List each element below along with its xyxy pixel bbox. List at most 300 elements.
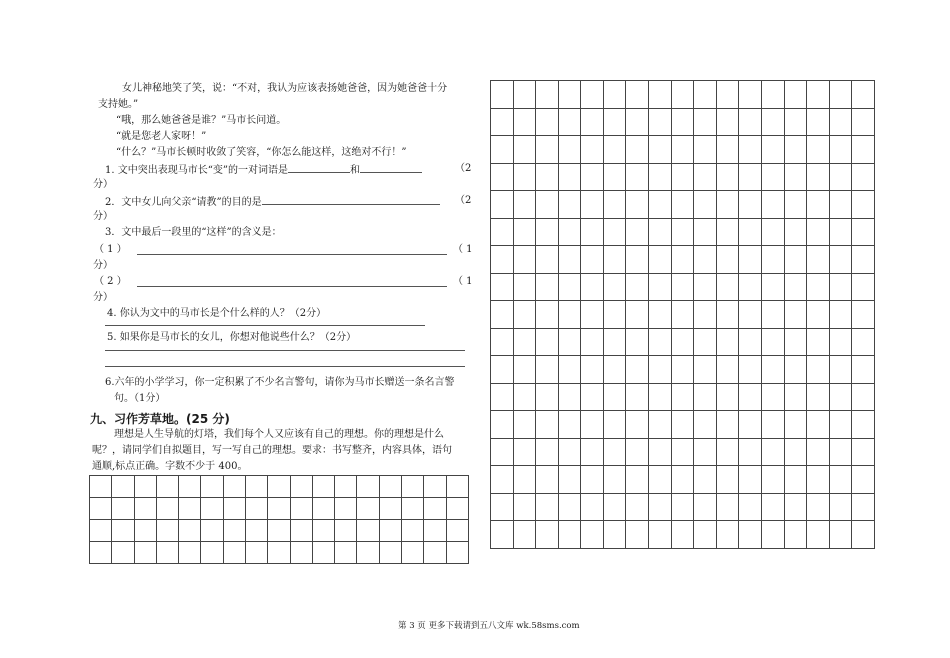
grid-cell[interactable] <box>807 411 830 439</box>
grid-cell[interactable] <box>558 246 581 274</box>
grid-cell[interactable] <box>603 163 626 191</box>
grid-cell[interactable] <box>649 411 672 439</box>
grid-cell[interactable] <box>424 498 446 520</box>
answer-blank[interactable] <box>288 162 350 173</box>
grid-cell[interactable] <box>716 273 739 301</box>
grid-cell[interactable] <box>379 498 401 520</box>
answer-line[interactable] <box>105 366 465 367</box>
grid-cell[interactable] <box>156 498 178 520</box>
grid-cell[interactable] <box>649 246 672 274</box>
grid-cell[interactable] <box>491 356 514 384</box>
grid-cell[interactable] <box>201 476 223 498</box>
grid-cell[interactable] <box>401 542 423 564</box>
grid-cell[interactable] <box>829 438 852 466</box>
grid-cell[interactable] <box>513 136 536 164</box>
grid-cell[interactable] <box>491 328 514 356</box>
grid-cell[interactable] <box>581 411 604 439</box>
grid-cell[interactable] <box>179 542 201 564</box>
grid-cell[interactable] <box>581 246 604 274</box>
grid-cell[interactable] <box>829 383 852 411</box>
grid-cell[interactable] <box>761 356 784 384</box>
grid-cell[interactable] <box>581 301 604 329</box>
grid-cell[interactable] <box>761 246 784 274</box>
grid-cell[interactable] <box>357 542 379 564</box>
grid-cell[interactable] <box>558 273 581 301</box>
grid-cell[interactable] <box>603 466 626 494</box>
grid-cell[interactable] <box>357 520 379 542</box>
grid-cell[interactable] <box>739 411 762 439</box>
grid-cell[interactable] <box>446 476 469 498</box>
grid-cell[interactable] <box>671 383 694 411</box>
grid-cell[interactable] <box>807 328 830 356</box>
grid-cell[interactable] <box>784 191 807 219</box>
grid-cell[interactable] <box>694 466 717 494</box>
grid-cell[interactable] <box>716 521 739 549</box>
grid-cell[interactable] <box>558 493 581 521</box>
grid-cell[interactable] <box>807 163 830 191</box>
grid-cell[interactable] <box>424 520 446 542</box>
grid-cell[interactable] <box>761 521 784 549</box>
grid-cell[interactable] <box>852 493 875 521</box>
grid-cell[interactable] <box>807 136 830 164</box>
grid-cell[interactable] <box>379 476 401 498</box>
grid-cell[interactable] <box>716 438 739 466</box>
grid-cell[interactable] <box>649 466 672 494</box>
grid-cell[interactable] <box>513 191 536 219</box>
grid-cell[interactable] <box>513 108 536 136</box>
grid-cell[interactable] <box>671 136 694 164</box>
grid-cell[interactable] <box>807 218 830 246</box>
grid-cell[interactable] <box>807 273 830 301</box>
grid-cell[interactable] <box>379 542 401 564</box>
grid-cell[interactable] <box>626 81 649 109</box>
grid-cell[interactable] <box>536 466 559 494</box>
grid-cell[interactable] <box>536 163 559 191</box>
grid-cell[interactable] <box>581 383 604 411</box>
grid-cell[interactable] <box>558 108 581 136</box>
grid-cell[interactable] <box>603 301 626 329</box>
grid-cell[interactable] <box>268 542 290 564</box>
grid-cell[interactable] <box>626 438 649 466</box>
grid-cell[interactable] <box>626 246 649 274</box>
grid-cell[interactable] <box>739 438 762 466</box>
grid-cell[interactable] <box>761 136 784 164</box>
grid-cell[interactable] <box>513 163 536 191</box>
grid-cell[interactable] <box>112 498 134 520</box>
grid-cell[interactable] <box>401 498 423 520</box>
grid-cell[interactable] <box>694 383 717 411</box>
grid-cell[interactable] <box>112 542 134 564</box>
answer-line[interactable] <box>137 254 447 255</box>
grid-cell[interactable] <box>626 383 649 411</box>
grid-cell[interactable] <box>603 521 626 549</box>
grid-cell[interactable] <box>558 411 581 439</box>
grid-cell[interactable] <box>671 108 694 136</box>
grid-cell[interactable] <box>201 542 223 564</box>
grid-cell[interactable] <box>603 191 626 219</box>
grid-cell[interactable] <box>513 521 536 549</box>
grid-cell[interactable] <box>784 108 807 136</box>
grid-cell[interactable] <box>581 438 604 466</box>
grid-cell[interactable] <box>223 542 245 564</box>
grid-cell[interactable] <box>558 163 581 191</box>
grid-cell[interactable] <box>649 191 672 219</box>
grid-cell[interactable] <box>513 328 536 356</box>
grid-cell[interactable] <box>716 191 739 219</box>
grid-cell[interactable] <box>558 301 581 329</box>
grid-cell[interactable] <box>90 520 112 542</box>
grid-cell[interactable] <box>513 356 536 384</box>
grid-cell[interactable] <box>829 191 852 219</box>
grid-cell[interactable] <box>513 411 536 439</box>
grid-cell[interactable] <box>739 328 762 356</box>
grid-cell[interactable] <box>245 498 267 520</box>
grid-cell[interactable] <box>424 476 446 498</box>
grid-cell[interactable] <box>829 493 852 521</box>
grid-cell[interactable] <box>807 521 830 549</box>
grid-cell[interactable] <box>513 81 536 109</box>
grid-cell[interactable] <box>784 246 807 274</box>
grid-cell[interactable] <box>401 476 423 498</box>
grid-cell[interactable] <box>761 466 784 494</box>
grid-cell[interactable] <box>603 438 626 466</box>
grid-cell[interactable] <box>491 163 514 191</box>
grid-cell[interactable] <box>446 542 469 564</box>
grid-cell[interactable] <box>852 108 875 136</box>
grid-cell[interactable] <box>761 163 784 191</box>
grid-cell[interactable] <box>312 542 334 564</box>
grid-cell[interactable] <box>536 356 559 384</box>
grid-cell[interactable] <box>852 383 875 411</box>
grid-cell[interactable] <box>829 246 852 274</box>
grid-cell[interactable] <box>513 383 536 411</box>
grid-cell[interactable] <box>491 521 514 549</box>
grid-cell[interactable] <box>491 191 514 219</box>
grid-cell[interactable] <box>626 163 649 191</box>
grid-cell[interactable] <box>513 301 536 329</box>
grid-cell[interactable] <box>536 301 559 329</box>
grid-cell[interactable] <box>424 542 446 564</box>
grid-cell[interactable] <box>335 498 357 520</box>
grid-cell[interactable] <box>852 521 875 549</box>
grid-cell[interactable] <box>716 136 739 164</box>
grid-cell[interactable] <box>829 136 852 164</box>
grid-cell[interactable] <box>603 218 626 246</box>
grid-cell[interactable] <box>671 301 694 329</box>
grid-cell[interactable] <box>491 81 514 109</box>
grid-cell[interactable] <box>671 81 694 109</box>
grid-cell[interactable] <box>491 136 514 164</box>
grid-cell[interactable] <box>852 301 875 329</box>
grid-cell[interactable] <box>694 191 717 219</box>
grid-cell[interactable] <box>784 218 807 246</box>
grid-cell[interactable] <box>491 438 514 466</box>
grid-cell[interactable] <box>513 218 536 246</box>
grid-cell[interactable] <box>852 163 875 191</box>
grid-cell[interactable] <box>761 81 784 109</box>
grid-cell[interactable] <box>626 273 649 301</box>
grid-cell[interactable] <box>761 383 784 411</box>
grid-cell[interactable] <box>558 81 581 109</box>
grid-cell[interactable] <box>807 438 830 466</box>
grid-cell[interactable] <box>245 542 267 564</box>
grid-cell[interactable] <box>290 542 312 564</box>
grid-cell[interactable] <box>694 246 717 274</box>
grid-cell[interactable] <box>603 108 626 136</box>
grid-cell[interactable] <box>852 136 875 164</box>
grid-cell[interactable] <box>829 466 852 494</box>
grid-cell[interactable] <box>852 246 875 274</box>
grid-cell[interactable] <box>784 411 807 439</box>
grid-cell[interactable] <box>312 520 334 542</box>
grid-cell[interactable] <box>807 81 830 109</box>
grid-cell[interactable] <box>201 498 223 520</box>
answer-blank[interactable] <box>360 162 422 173</box>
grid-cell[interactable] <box>739 356 762 384</box>
grid-cell[interactable] <box>156 520 178 542</box>
grid-cell[interactable] <box>829 108 852 136</box>
grid-cell[interactable] <box>513 493 536 521</box>
grid-cell[interactable] <box>603 81 626 109</box>
grid-cell[interactable] <box>312 498 334 520</box>
grid-cell[interactable] <box>649 136 672 164</box>
grid-cell[interactable] <box>491 218 514 246</box>
grid-cell[interactable] <box>716 411 739 439</box>
grid-cell[interactable] <box>536 383 559 411</box>
grid-cell[interactable] <box>671 411 694 439</box>
grid-cell[interactable] <box>761 108 784 136</box>
grid-cell[interactable] <box>536 191 559 219</box>
grid-cell[interactable] <box>671 218 694 246</box>
grid-cell[interactable] <box>581 521 604 549</box>
grid-cell[interactable] <box>513 466 536 494</box>
grid-cell[interactable] <box>694 163 717 191</box>
grid-cell[interactable] <box>626 136 649 164</box>
grid-cell[interactable] <box>807 108 830 136</box>
grid-cell[interactable] <box>784 438 807 466</box>
grid-cell[interactable] <box>761 218 784 246</box>
grid-cell[interactable] <box>739 521 762 549</box>
grid-cell[interactable] <box>649 521 672 549</box>
grid-cell[interactable] <box>335 542 357 564</box>
grid-cell[interactable] <box>513 273 536 301</box>
grid-cell[interactable] <box>671 356 694 384</box>
grid-cell[interactable] <box>558 438 581 466</box>
grid-cell[interactable] <box>536 136 559 164</box>
grid-cell[interactable] <box>694 273 717 301</box>
grid-cell[interactable] <box>694 438 717 466</box>
grid-cell[interactable] <box>784 301 807 329</box>
grid-cell[interactable] <box>716 163 739 191</box>
grid-cell[interactable] <box>558 383 581 411</box>
grid-cell[interactable] <box>761 301 784 329</box>
grid-cell[interactable] <box>536 218 559 246</box>
grid-cell[interactable] <box>671 191 694 219</box>
grid-cell[interactable] <box>716 301 739 329</box>
grid-cell[interactable] <box>716 218 739 246</box>
grid-cell[interactable] <box>491 411 514 439</box>
grid-cell[interactable] <box>446 498 469 520</box>
grid-cell[interactable] <box>829 521 852 549</box>
grid-cell[interactable] <box>558 328 581 356</box>
grid-cell[interactable] <box>90 476 112 498</box>
grid-cell[interactable] <box>603 273 626 301</box>
grid-cell[interactable] <box>603 246 626 274</box>
grid-cell[interactable] <box>357 498 379 520</box>
grid-cell[interactable] <box>716 246 739 274</box>
grid-cell[interactable] <box>694 356 717 384</box>
grid-cell[interactable] <box>784 273 807 301</box>
grid-cell[interactable] <box>379 520 401 542</box>
grid-cell[interactable] <box>671 246 694 274</box>
grid-cell[interactable] <box>716 383 739 411</box>
grid-cell[interactable] <box>807 383 830 411</box>
grid-cell[interactable] <box>581 81 604 109</box>
grid-cell[interactable] <box>513 246 536 274</box>
grid-cell[interactable] <box>852 191 875 219</box>
grid-cell[interactable] <box>626 108 649 136</box>
grid-cell[interactable] <box>603 136 626 164</box>
grid-cell[interactable] <box>626 411 649 439</box>
grid-cell[interactable] <box>694 218 717 246</box>
grid-cell[interactable] <box>739 466 762 494</box>
grid-cell[interactable] <box>694 301 717 329</box>
grid-cell[interactable] <box>290 498 312 520</box>
grid-cell[interactable] <box>446 520 469 542</box>
grid-cell[interactable] <box>223 498 245 520</box>
grid-cell[interactable] <box>156 542 178 564</box>
answer-blank[interactable] <box>262 194 440 205</box>
grid-cell[interactable] <box>245 520 267 542</box>
grid-cell[interactable] <box>694 411 717 439</box>
grid-cell[interactable] <box>694 493 717 521</box>
grid-cell[interactable] <box>852 438 875 466</box>
grid-cell[interactable] <box>649 163 672 191</box>
grid-cell[interactable] <box>491 493 514 521</box>
grid-cell[interactable] <box>784 81 807 109</box>
grid-cell[interactable] <box>761 493 784 521</box>
grid-cell[interactable] <box>671 438 694 466</box>
grid-cell[interactable] <box>603 356 626 384</box>
grid-cell[interactable] <box>761 273 784 301</box>
grid-cell[interactable] <box>513 438 536 466</box>
grid-cell[interactable] <box>784 163 807 191</box>
grid-cell[interactable] <box>784 328 807 356</box>
grid-cell[interactable] <box>179 498 201 520</box>
grid-cell[interactable] <box>626 191 649 219</box>
grid-cell[interactable] <box>671 466 694 494</box>
grid-cell[interactable] <box>626 493 649 521</box>
grid-cell[interactable] <box>649 493 672 521</box>
grid-cell[interactable] <box>829 273 852 301</box>
grid-cell[interactable] <box>268 476 290 498</box>
grid-cell[interactable] <box>223 520 245 542</box>
grid-cell[interactable] <box>558 356 581 384</box>
grid-cell[interactable] <box>536 328 559 356</box>
grid-cell[interactable] <box>739 218 762 246</box>
answer-line[interactable] <box>137 286 447 287</box>
grid-cell[interactable] <box>268 498 290 520</box>
grid-cell[interactable] <box>491 383 514 411</box>
grid-cell[interactable] <box>649 383 672 411</box>
grid-cell[interactable] <box>649 301 672 329</box>
writing-grid-right[interactable] <box>490 80 875 549</box>
grid-cell[interactable] <box>626 521 649 549</box>
grid-cell[interactable] <box>761 411 784 439</box>
grid-cell[interactable] <box>716 466 739 494</box>
grid-cell[interactable] <box>761 328 784 356</box>
grid-cell[interactable] <box>290 476 312 498</box>
grid-cell[interactable] <box>626 301 649 329</box>
grid-cell[interactable] <box>739 108 762 136</box>
grid-cell[interactable] <box>671 493 694 521</box>
grid-cell[interactable] <box>536 246 559 274</box>
grid-cell[interactable] <box>536 438 559 466</box>
grid-cell[interactable] <box>784 383 807 411</box>
grid-cell[interactable] <box>649 273 672 301</box>
grid-cell[interactable] <box>156 476 178 498</box>
grid-cell[interactable] <box>491 246 514 274</box>
grid-cell[interactable] <box>852 273 875 301</box>
grid-cell[interactable] <box>357 476 379 498</box>
grid-cell[interactable] <box>739 273 762 301</box>
grid-cell[interactable] <box>739 301 762 329</box>
grid-cell[interactable] <box>784 493 807 521</box>
grid-cell[interactable] <box>649 218 672 246</box>
grid-cell[interactable] <box>807 466 830 494</box>
grid-cell[interactable] <box>401 520 423 542</box>
grid-cell[interactable] <box>581 273 604 301</box>
grid-cell[interactable] <box>245 476 267 498</box>
grid-cell[interactable] <box>112 520 134 542</box>
grid-cell[interactable] <box>581 356 604 384</box>
grid-cell[interactable] <box>649 108 672 136</box>
grid-cell[interactable] <box>90 542 112 564</box>
grid-cell[interactable] <box>335 520 357 542</box>
grid-cell[interactable] <box>134 498 156 520</box>
grid-cell[interactable] <box>603 383 626 411</box>
grid-cell[interactable] <box>558 191 581 219</box>
grid-cell[interactable] <box>536 108 559 136</box>
grid-cell[interactable] <box>558 136 581 164</box>
grid-cell[interactable] <box>784 521 807 549</box>
grid-cell[interactable] <box>671 521 694 549</box>
grid-cell[interactable] <box>626 466 649 494</box>
grid-cell[interactable] <box>784 136 807 164</box>
grid-cell[interactable] <box>671 328 694 356</box>
grid-cell[interactable] <box>201 520 223 542</box>
grid-cell[interactable] <box>558 521 581 549</box>
grid-cell[interactable] <box>716 108 739 136</box>
grid-cell[interactable] <box>335 476 357 498</box>
grid-cell[interactable] <box>558 466 581 494</box>
grid-cell[interactable] <box>134 542 156 564</box>
grid-cell[interactable] <box>581 218 604 246</box>
grid-cell[interactable] <box>626 328 649 356</box>
grid-cell[interactable] <box>581 163 604 191</box>
grid-cell[interactable] <box>558 218 581 246</box>
grid-cell[interactable] <box>581 136 604 164</box>
grid-cell[interactable] <box>829 163 852 191</box>
grid-cell[interactable] <box>694 81 717 109</box>
grid-cell[interactable] <box>852 356 875 384</box>
grid-cell[interactable] <box>491 108 514 136</box>
grid-cell[interactable] <box>807 301 830 329</box>
answer-line[interactable] <box>105 325 425 326</box>
grid-cell[interactable] <box>536 521 559 549</box>
grid-cell[interactable] <box>739 136 762 164</box>
grid-cell[interactable] <box>694 328 717 356</box>
